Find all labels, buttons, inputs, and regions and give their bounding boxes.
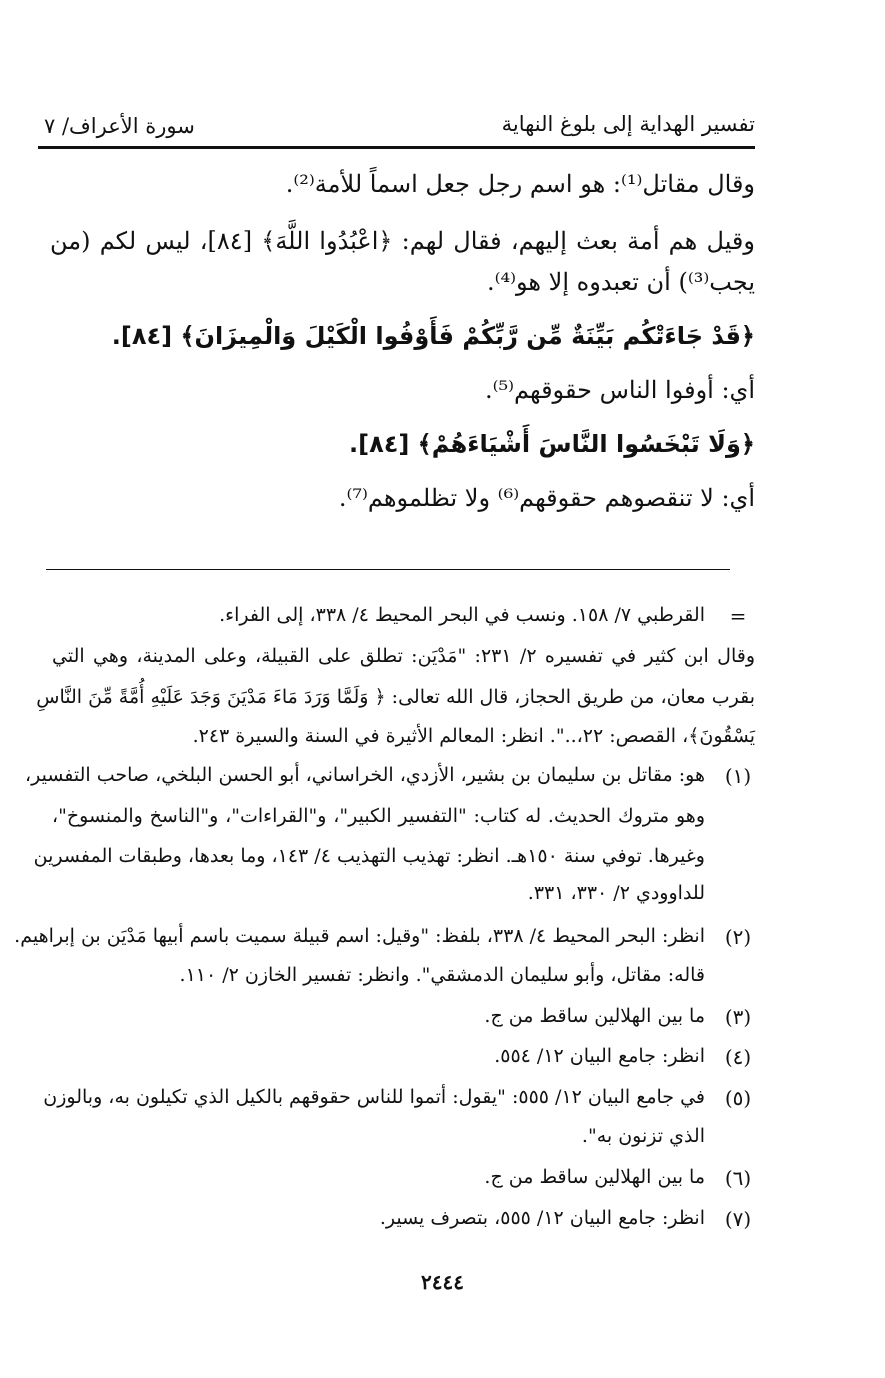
footnote-4-line-1: انظر: جامع البيان ١٢/ ٥٥٤. (494, 1045, 705, 1067)
footnote-continuation-mark: = (729, 604, 747, 628)
footnote-1-line-4: للداوودي ٢/ ٣٣٠، ٣٣١. (527, 882, 705, 904)
header-divider (38, 146, 755, 149)
footnote-7-line-1: انظر: جامع البيان ١٢/ ٥٥٥، بتصرف يسير. (379, 1207, 705, 1229)
footnote-7-number: (٧) (724, 1207, 752, 1231)
quran-verse-2: ﴿وَلَا تَبْخَسُوا النَّاسَ أَشْيَاءَهُمْ﴾ [٨٤]. (348, 430, 755, 458)
body-line-5: أي: أوفوا الناس حقوقهم⁽⁵⁾. (485, 376, 755, 404)
footnote-3-line-1: ما بين الهلالين ساقط من ج. (484, 1005, 705, 1027)
footnote-5-number: (٥) (724, 1086, 752, 1110)
footnote-5-line-2: الذي تزنون به". (581, 1125, 705, 1147)
body-line-2: وقيل هم أمة بعث إليهم، فقال لهم: ﴿اعْبُدُوا اللَّهَ﴾ [٨٤]، ليس لكم (من (50, 227, 755, 255)
footnote-3-number: (٣) (724, 1005, 752, 1029)
body-line-1: وقال مقاتل⁽¹⁾: هو اسم رجل جعل اسماً للأمة⁽²⁾. (285, 170, 755, 198)
footnote-cont-line-3: بقرب معان، من طريق الحجاز، قال الله تعالى: ﴿ وَلَمَّا وَرَدَ مَاءَ مَدْيَنَ وَجَدَ عَلَيْهِ أُمَّةً مِّنَ النَّاسِ (36, 686, 755, 708)
body-line-7: أي: لا تنقصوهم حقوقهم⁽⁶⁾ ولا تظلموهم⁽⁷⁾. (338, 484, 755, 512)
book-title: تفسير الهداية إلى بلوغ النهاية (501, 112, 755, 136)
footnote-6-line-1: ما بين الهلالين ساقط من ج. (484, 1166, 705, 1188)
footnote-2-number: (٢) (724, 925, 752, 949)
page-number: ٢٤٤٤ (421, 1270, 464, 1294)
footnote-6-number: (٦) (724, 1166, 752, 1190)
footnote-2-line-2: قاله: مقاتل، وأبو سليمان الدمشقي". وانظر: تفسير الخازن ٢/ ١١٠. (179, 964, 705, 986)
footnote-1-number: (١) (724, 764, 752, 788)
surah-reference: سورة الأعراف/ ٧ (44, 114, 195, 138)
footnote-2-line-1: انظر: البحر المحيط ٤/ ٣٣٨، بلفظ: "وقيل: اسم قبيلة سميت باسم أبيها مَدْيَن بن إبراهيم. (14, 925, 705, 947)
body-line-3: يجب⁽³⁾) أن تعبدوه إلا هو⁽⁴⁾. (486, 268, 755, 296)
footnote-cont-line-1: القرطبي ٧/ ١٥٨. ونسب في البحر المحيط ٤/ ٣٣٨، إلى الفراء. (219, 604, 705, 626)
footnote-4-number: (٤) (724, 1045, 752, 1069)
footnote-divider (46, 569, 730, 570)
footnote-1-line-3: وغيرها. توفي سنة ١٥٠هـ. انظر: تهذيب التهذيب ٤/ ١٤٣، وما بعدها، وطبقات المفسرين (33, 845, 705, 867)
footnote-5-line-1: في جامع البيان ١٢/ ٥٥٥: "يقول: أتموا للناس حقوقهم بالكيل الذي تكيلون به، وبالوزن (43, 1086, 705, 1108)
footnote-cont-line-2: وقال ابن كثير في تفسيره ٢/ ٢٣١: "مَدْيَن: تطلق على القبيلة، وعلى المدينة، وهي التي (52, 645, 755, 667)
footnote-1-line-2: وهو متروك الحديث. له كتاب: "التفسير الكبير"، و"القراءات"، و"الناسخ والمنسوخ"، (52, 805, 705, 827)
footnote-1-line-1: هو: مقاتل بن سليمان بن بشير، الأزدي، الخراساني، أبو الحسن البلخي، صاحب التفسير، (24, 764, 705, 786)
footnote-cont-line-4: يَسْقُونَ﴾، القصص: ٢٢،..". انظر: المعالم الأثيرة في السنة والسيرة ٢٤٣. (192, 725, 755, 747)
quran-verse-1: ﴿قَدْ جَاءَتْكُم بَيِّنَةٌ مِّن رَّبِّكُمْ فَأَوْفُوا الْكَيْلَ وَالْمِيزَانَ﴾ [٨٤]. (111, 322, 755, 350)
